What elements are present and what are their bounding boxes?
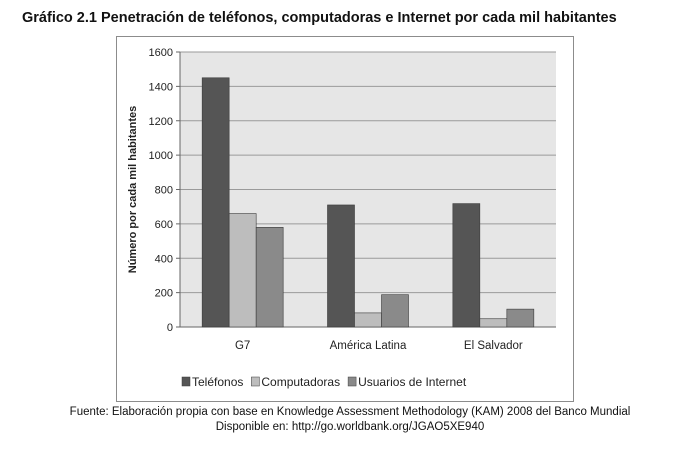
bar-1	[453, 204, 480, 327]
bar-3	[507, 309, 534, 327]
bar-2	[229, 214, 256, 327]
y-tick-label: 800	[154, 184, 173, 197]
bar-1	[328, 205, 355, 327]
y-tick-label: 200	[154, 287, 173, 300]
y-tick-label: 0	[166, 322, 173, 334]
legend-label: Computadoras	[261, 375, 341, 389]
x-tick-label: G7	[234, 340, 251, 352]
y-tick-label: 1200	[148, 115, 173, 128]
legend-label: Usuarios de Internet	[358, 375, 467, 389]
bar-3	[256, 227, 283, 327]
x-tick-label: El Salvador	[463, 340, 523, 352]
legend-swatch	[251, 377, 259, 386]
source-line-2: Disponible en: http://go.worldbank.org/JGAO5XE940	[215, 421, 485, 433]
x-tick-label: América Latina	[329, 340, 407, 352]
y-tick-label: 1600	[148, 47, 173, 59]
bar-1	[202, 78, 229, 327]
bar-3	[382, 295, 409, 327]
bar-2	[355, 313, 382, 327]
legend-swatch	[348, 377, 356, 386]
y-tick-label: 1400	[148, 81, 173, 94]
bar-2	[480, 319, 507, 327]
source-line-1: Fuente: Elaboración propia con base en Knowledge Assessment Methodology (KAM) 2008 del Banco Mundial	[69, 406, 631, 418]
legend-label: Teléfonos	[192, 375, 244, 389]
y-axis-title: Número por cada mil habitantes	[127, 105, 139, 274]
bar-chart	[116, 36, 574, 402]
y-tick-label: 400	[154, 253, 173, 266]
source-note	[0, 405, 700, 435]
legend-swatch	[182, 377, 190, 386]
y-tick-label: 600	[154, 218, 173, 231]
chart-title: Gráfico 2.1 Penetración de teléfonos, computadoras e Internet por cada mil habitantes	[22, 10, 617, 26]
y-tick-label: 1000	[148, 150, 173, 163]
